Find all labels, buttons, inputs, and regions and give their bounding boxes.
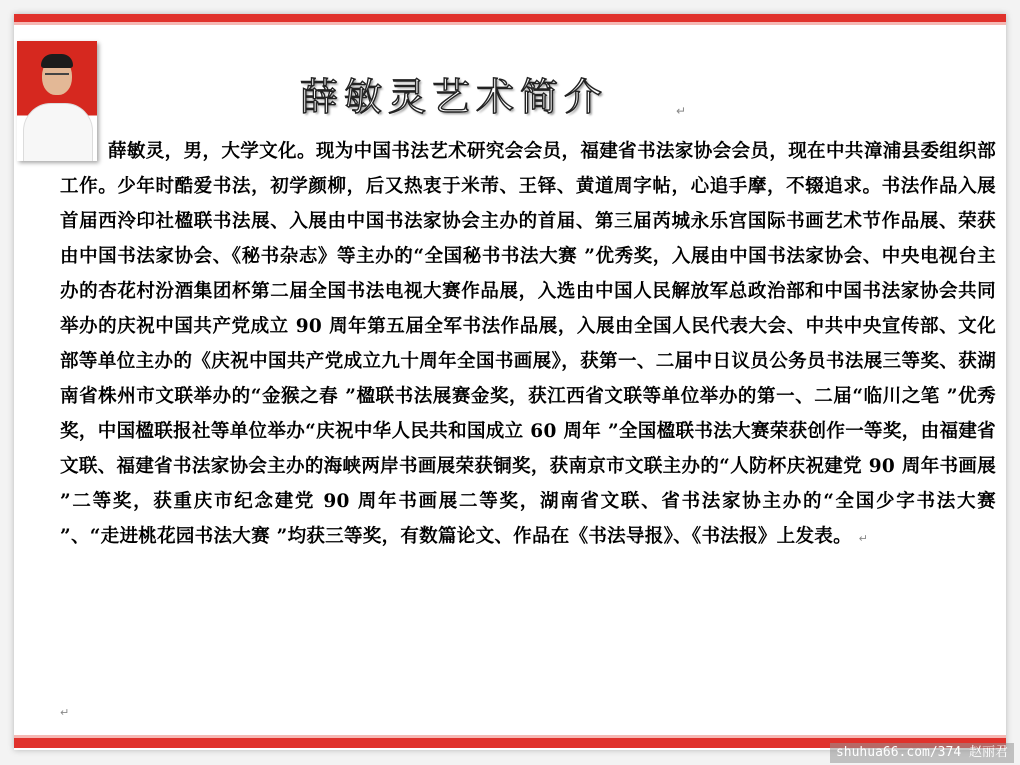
biography-paragraph <box>60 134 996 556</box>
empty-paragraph-mark: ↵ <box>60 706 70 719</box>
paragraph-mark: ↵ <box>858 532 869 545</box>
document-title: 薛敏灵艺术简介 <box>300 75 609 119</box>
source-watermark: shuhua66.com/374 赵丽君 <box>830 743 1014 763</box>
title-paragraph-mark: ↵ <box>676 104 687 118</box>
portrait-glasses <box>45 73 69 80</box>
biography-text: 薛敏灵，男，大学文化。现为中国书法艺术研究会会员，福建省书法家协会会员，现在中共漳浦县委组织部工作。少年时酷爱书法，初学颜柳，后又热衷于米芾、王铎、黄道周字帖，心追手摩，不辍追求。书法作品入展首届西泠印社楹联书法展、入展由中国书法家协会主办的首届、第三届芮城永乐宫国际书画艺术节作品展、荣获由中国书法家协会、《秘书杂志》等主办的“全国秘书书法大赛 ”优秀奖，入展由中国书法家协会、中央电视台主办的杏花村汾酒集团杯第二届全国书法电视大赛作品展，入选由中国人民解放军总政治部和中国书法家协会共同举办的庆祝中国共产党成立 90 周年第五届全军书法作品展，入展由全国人民代表大会、中共中央宣传部、文化部等单位主办的《庆祝中国共产党成立九十周年全国书画展》，获第一、二届中日议员公务员书法展三等奖、获湖南省株州市文联举办的“金猴之春 ”楹联书法展赛金奖，获江西省文联等单位举办的第一、二届“临川之笔 ”优秀奖，中国楹联报社等单位举办“庆祝中华人民共和国成立 60 周年 ”全国楹联书法大赛荣获创作一等奖，由福建省文联、福建省书法家协会主办的海峡两岸书画展荣获铜奖，获南京市文联主办的“人防杯庆祝建党 90 周年书画展 ”二等奖，获重庆市纪念建党 90 周年书画展二等奖，湖南省文联、省书法家协主办的“全国少字书法大赛 ”、“走进桃花园书法大赛 ”均获三等奖，有数篇论文、作品在《书法导报》、《书法报》上发表。 <box>60 141 996 547</box>
top-red-bar <box>14 14 1006 22</box>
portrait-hair <box>41 54 73 68</box>
